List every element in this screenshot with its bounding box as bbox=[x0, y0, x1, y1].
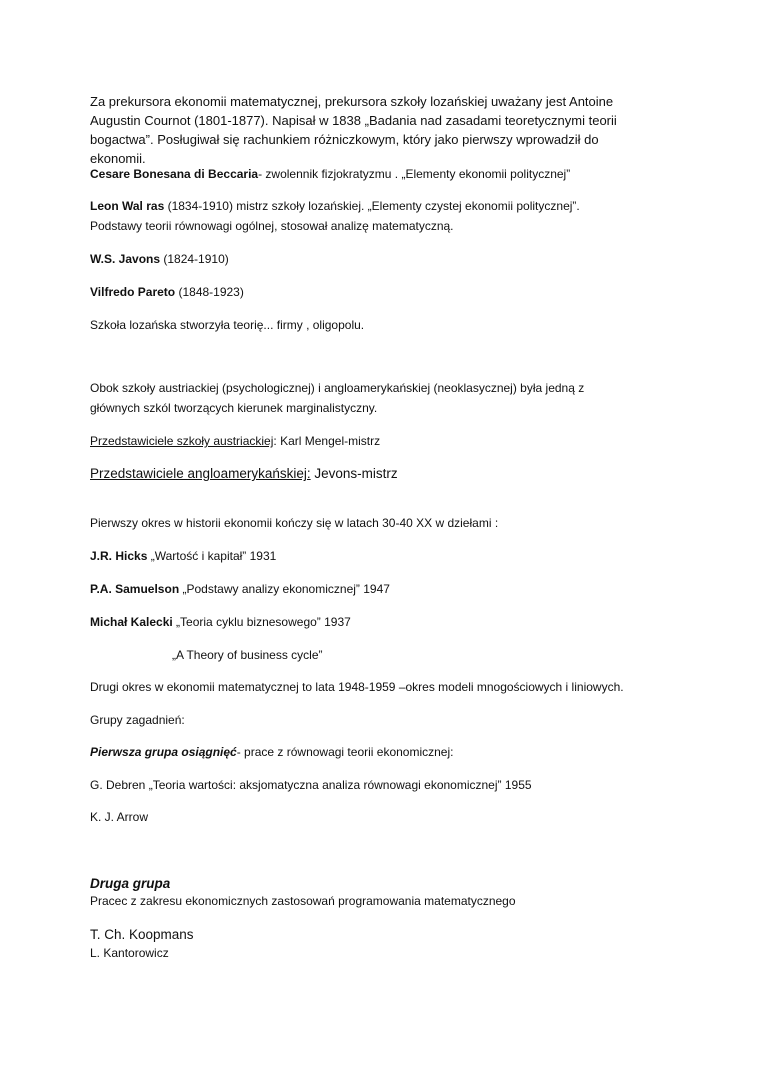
grupy-paragraph: Grupy zagadnień: bbox=[90, 713, 185, 727]
austriacka-label: Przedstawiciele szkoły austriackiej bbox=[90, 434, 274, 448]
samuelson-text: „Podstawy analizy ekonomicznej” 1947 bbox=[179, 582, 390, 596]
beccaria-name: Cesare Bonesana di Beccaria bbox=[90, 167, 259, 181]
pierwszy-okres-paragraph: Pierwszy okres w historii ekonomii kończy się w latach 30-40 XX w dziełami : bbox=[90, 516, 499, 530]
debren-paragraph: G. Debren „Teoria wartości: aksjomatyczna analiza równowagi ekonomicznej” 1955 bbox=[90, 778, 532, 792]
pareto-name: Vilfredo Pareto bbox=[90, 285, 176, 299]
walras-line-2: Podstawy teorii równowagi ogólnej, stosował analizę matematyczną. bbox=[90, 219, 454, 233]
druga-grupa-text: Pracec z zakresu ekonomicznych zastosowań programowania matematycznego bbox=[90, 894, 516, 908]
walras-text: (1834-1910) mistrz szkoły lozańskiej. „Elementy czystej ekonomii politycznej”. bbox=[164, 199, 580, 213]
hicks-text: „Wartość i kapitał” 1931 bbox=[147, 549, 277, 563]
intro-line-1: Za prekursora ekonomii matematycznej, prekursora szkoły lozańskiej uważany jest Antoine bbox=[90, 94, 614, 109]
kalecki-text: „Teoria cyklu biznesowego” 1937 bbox=[172, 615, 351, 629]
beccaria-text: - zwolennik fizjokratyzmu . „Elementy ekonomii politycznej” bbox=[258, 167, 571, 181]
anglo-text: Jevons-mistrz bbox=[310, 466, 398, 481]
walras-name: Leon Wal ras bbox=[90, 199, 165, 213]
intro-line-3: bogactwa”. Posługiwał się rachunkiem różniczkowym, który jako pierwszy wprowadził do bbox=[90, 132, 599, 147]
intro-line-2: Augustin Cournot (1801-1877). Napisał w 1838 „Badania nad zasadami teoretycznymi teorii bbox=[90, 113, 617, 128]
druga-grupa-heading: Druga grupa bbox=[90, 876, 171, 891]
austriacka-paragraph bbox=[90, 433, 380, 450]
intro-line-4: ekonomii. bbox=[90, 151, 146, 166]
drugi-okres-paragraph: Drugi okres w ekonomii matematycznej to lata 1948-1959 –okres modeli mnogościowych i liniowych. bbox=[90, 680, 624, 694]
javons-paragraph bbox=[90, 251, 229, 268]
javons-name: W.S. Javons bbox=[90, 252, 161, 266]
kalecki-paragraph bbox=[90, 614, 351, 631]
walras-paragraph bbox=[90, 198, 580, 215]
pareto-paragraph bbox=[90, 284, 244, 301]
pierwsza-grupa-label: Pierwsza grupa osiągnięć bbox=[90, 745, 237, 759]
austriacka-text: : Karl Mengel-mistrz bbox=[273, 434, 381, 448]
javons-text: (1824-1910) bbox=[160, 252, 229, 266]
lozanska-paragraph: Szkoła lozańska stworzyła teorię... firmy , oligopolu. bbox=[90, 318, 365, 332]
anglo-label: Przedstawiciele angloamerykańskiej: bbox=[90, 466, 311, 481]
kalecki-name: Michał Kalecki bbox=[90, 615, 173, 629]
beccaria-paragraph bbox=[90, 166, 570, 183]
arrow-paragraph: K. J. Arrow bbox=[90, 810, 149, 824]
pierwsza-grupa-paragraph bbox=[90, 744, 453, 761]
obok-line-1: Obok szkoły austriackiej (psychologicznej) i angloamerykańskiej (neoklasycznej) była jedną z bbox=[90, 381, 585, 395]
pareto-text: (1848-1923) bbox=[175, 285, 244, 299]
kalecki-alt-title: „A Theory of business cycle” bbox=[172, 648, 323, 662]
obok-line-2: głównych szkól tworzących kierunek marginalistyczny. bbox=[90, 401, 378, 415]
kantorowicz-paragraph: L. Kantorowicz bbox=[90, 946, 169, 960]
koopmans-paragraph: T. Ch. Koopmans bbox=[90, 927, 194, 942]
hicks-paragraph bbox=[90, 548, 276, 565]
samuelson-name: P.A. Samuelson bbox=[90, 582, 180, 596]
hicks-name: J.R. Hicks bbox=[90, 549, 148, 563]
pierwsza-grupa-text: - prace z równowagi teorii ekonomicznej: bbox=[236, 745, 454, 759]
samuelson-paragraph bbox=[90, 581, 390, 598]
anglo-paragraph bbox=[90, 465, 398, 483]
